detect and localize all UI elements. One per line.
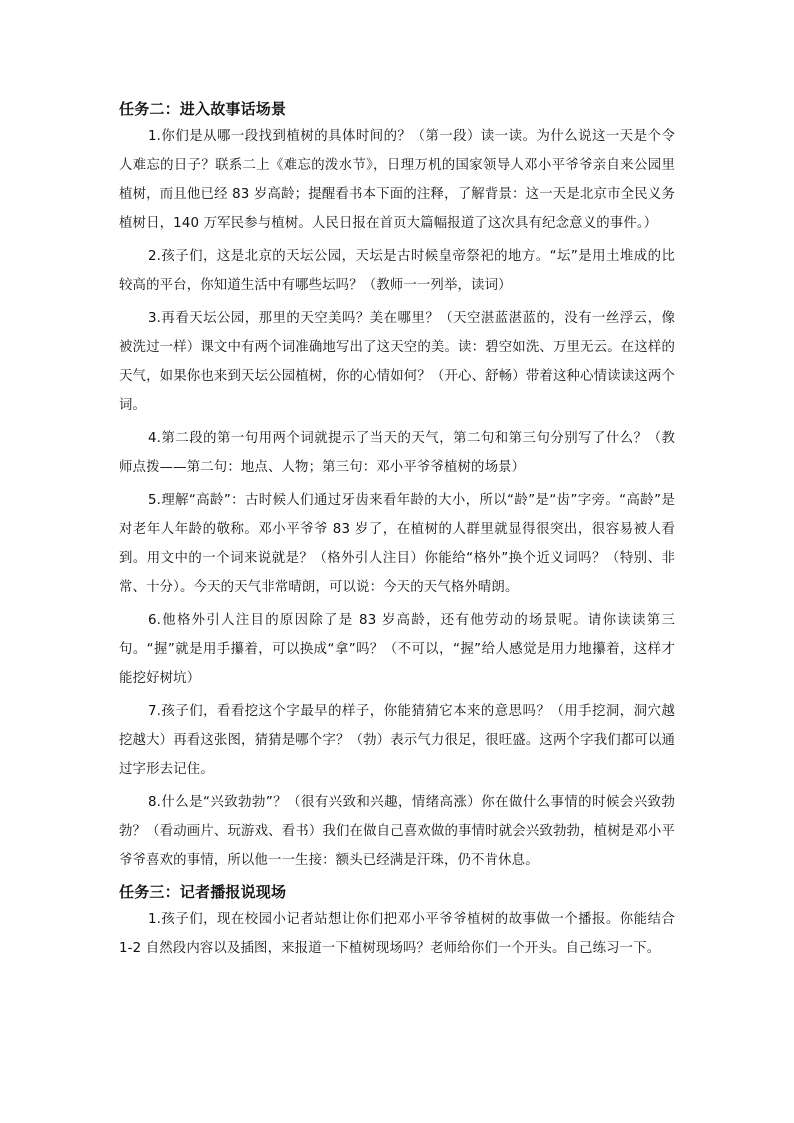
document-page	[119, 96, 675, 967]
task2-paragraph-8: 8.什么是“兴致勃勃”？（很有兴致和兴趣，情绪高涨）你在做什么事情的时候会兴致勃勃？（看动画片、玩游戏、看书）我们在做自己喜欢做的事情时就会兴致勃勃，植树是邓小平爷爷喜欢的事情，所以他一一生接：额头已经满是汗珠，仍不肯休息。	[119, 795, 675, 868]
task2-paragraph-3: 3.再看天坛公园，那里的天空美吗？美在哪里？（天空湛蓝湛蓝的，没有一丝浮云，像被洗过一样）课文中有两个词准确地写出了这天空的美。读：碧空如洗、万里无云。在这样的天气，如果你也来到天坛公园植树，你的心情如何？（开心、舒畅）带着这种心情读读这两个词。	[119, 311, 675, 413]
task2-paragraph-2: 2.孩子们，这是北京的天坛公园，天坛是古时候皇帝祭祀的地方。“坛”是用土堆成的比较高的平台，你知道生活中有哪些坛吗？（教师一一列举，读词）	[119, 249, 675, 293]
task3-paragraph-1: 1.孩子们，现在校园小记者站想让你们把邓小平爷爷植树的故事做一个播报。你能结合 1-2 自然段内容以及插图，来报道一下植树现场吗？老师给你们一个开头。自己练习一下。	[119, 912, 675, 956]
task2-paragraph-4: 4.第二段的第一句用两个词就提示了当天的天气，第二句和第三句分别写了什么？（教师点拨——第二句：地点、人物；第三句：邓小平爷爷植树的场景）	[119, 431, 675, 475]
task2-paragraph-1: 1.你们是从哪一段找到植树的具体时间的？（第一段）读一读。为什么说这一天是个令人难忘的日子？联系二上《难忘的泼水节》，日理万机的国家领导人邓小平爷爷亲自来公园里植树，而且他已经 83 岁高龄；提醒看书本下面的注释，了解背景：这一天是北京市全民义务植树日，140 万军民参与植树。人民日报在首页大篇幅报道了这次具有纪念意义的事件。）	[119, 129, 675, 231]
task3-heading: 任务三：记者播报说现场	[119, 883, 287, 901]
task2-paragraph-6: 6.他格外引人注目的原因除了是 83 岁高龄，还有他劳动的场景呢。请你读读第三句。“握”就是用手攥着，可以换成“拿”吗？（不可以，“握”给人感觉是用力地攥着，这样才能挖好树坑）	[119, 613, 675, 686]
task2-paragraph-5: 5.理解“高龄”：古时候人们通过牙齿来看年龄的大小，所以“龄”是“齿”字旁。“高龄”是对老年人年龄的敬称。邓小平爷爷 83 岁了，在植树的人群里就显得很突出，很容易被人看到。用文中的一个词来说就是？（格外引人注目）你能给“格外”换个近义词吗？（特别、非常、十分）。今天的天气非常晴朗，可以说：今天的天气格外晴朗。	[119, 493, 675, 595]
task2-heading: 任务二：进入故事话场景	[119, 100, 287, 118]
task2-paragraph-7: 7.孩子们，看看挖这个字最早的样子，你能猜猜它本来的意思吗？（用手挖洞，洞穴越挖越大）再看这张图，猜猜是哪个字？（勃）表示气力很足，很旺盛。这两个字我们都可以通过字形去记住。	[119, 704, 675, 777]
